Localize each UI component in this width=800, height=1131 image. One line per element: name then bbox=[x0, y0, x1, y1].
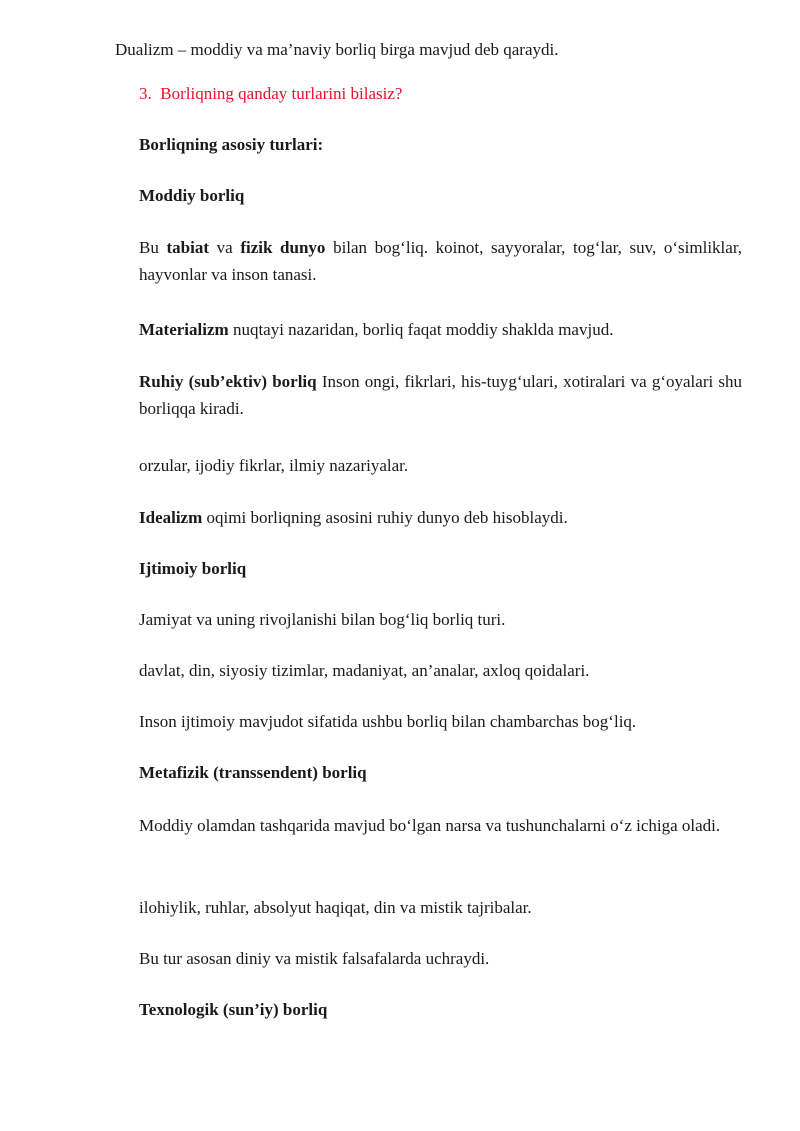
paragraph-jamiyat: Jamiyat va uning rivojlanishi bilan bog‘liq borliq turi. bbox=[139, 610, 506, 629]
paragraph-moddiy-borliq: Bu tabiat va fizik dunyo bilan bog‘liq. koinot, sayyoralar, tog‘lar, suv, o‘simliklar, hayvonlar va inson tanasi. bbox=[139, 238, 743, 284]
paragraph-bu-tur: Bu tur asosan diniy va mistik falsafalarda uchraydi. bbox=[139, 949, 490, 968]
paragraph-ruhiy-borliq: Ruhiy (sub’ektiv) borliq Inson ongi, fikrlari, his-tuyg‘ulari, xotiralari va g‘oyalari shu borliqqa kiradi. bbox=[139, 372, 743, 418]
paragraph-materializm: Materializm nuqtayi nazaridan, borliq faqat moddiy shaklda mavjud. bbox=[139, 320, 614, 339]
dualizm-line: Dualizm – moddiy va ma’naviy borliq birga mavjud deb qaraydi. bbox=[115, 40, 559, 59]
heading-metafizik-borliq: Metafizik (transsendent) borliq bbox=[139, 763, 367, 782]
paragraph-inson-ijtimoiy: Inson ijtimoiy mavjudot sifatida ushbu borliq bilan chambarchas bog‘liq. bbox=[139, 712, 637, 731]
section-heading-asosiy-turlari: Borliqning asosiy turlari: bbox=[139, 135, 324, 154]
paragraph-ilohiylik: ilohiylik, ruhlar, absolyut haqiqat, din va mistik tajribalar. bbox=[139, 898, 532, 917]
heading-moddiy-borliq: Moddiy borliq bbox=[139, 186, 245, 205]
paragraph-moddiy-olamdan: Moddiy olamdan tashqarida mavjud bo‘lgan narsa va tushunchalarni o‘z ichiga oladi. bbox=[139, 816, 721, 835]
question-number: 3. bbox=[139, 84, 152, 103]
question-3 bbox=[139, 80, 402, 107]
heading-texnologik-borliq: Texnologik (sun’iy) borliq bbox=[139, 1000, 328, 1019]
question-text: Borliqning qanday turlarini bilasiz? bbox=[160, 84, 403, 103]
paragraph-idealizm: Idealizm oqimi borliqning asosini ruhiy dunyo deb hisoblaydi. bbox=[139, 508, 568, 527]
paragraph-orzular: orzular, ijodiy fikrlar, ilmiy nazariyalar. bbox=[139, 456, 409, 475]
paragraph-davlat: davlat, din, siyosiy tizimlar, madaniyat, an’analar, axloq qoidalari. bbox=[139, 661, 590, 680]
heading-ijtimoiy-borliq: Ijtimoiy borliq bbox=[139, 559, 247, 578]
